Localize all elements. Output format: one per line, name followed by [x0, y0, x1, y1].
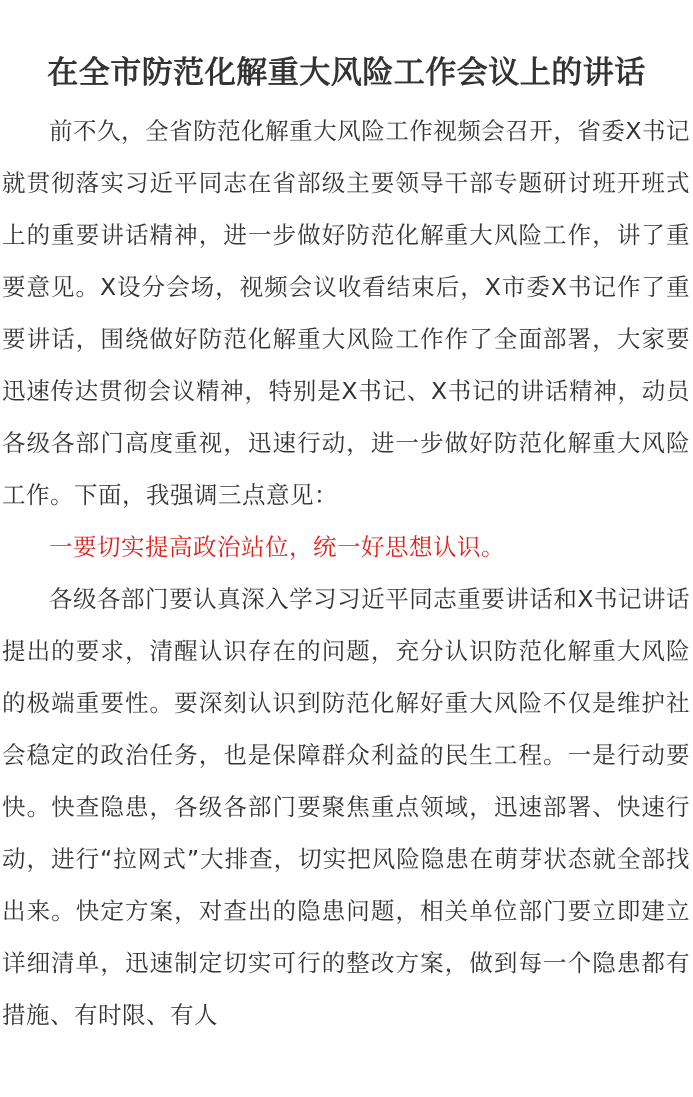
document-title: 在全市防范化解重大风险工作会议上的讲话	[47, 54, 646, 91]
section-1-paragraph: 各级各部门要认真深入学习习近平同志重要讲话和X书记讲话提出的要求，清醒认识存在的问题，充分认识防范化解重大风险的极端重要性。要深刻认识到防范化解好重大风险不仅是维护社会稳定的政治任务，也是保障群众利益的民生工程。一是行动要快。快查隐患，各级各部门要聚焦重点领域，迅速部署、快速行动，进行“拉网式”大排查，切实把风险隐患在萌芽状态就全部找出来。快定方案，对查出的隐患问题，相关单位部门要立即建立详细清单，迅速制定切实可行的整改方案，做到每一个隐患都有措施、有时限、有人	[2, 585, 690, 1029]
intro-paragraph: 前不久，全省防范化解重大风险工作视频会召开，省委X书记就贯彻落实习近平同志在省部级主要领导干部专题研讨班开班式上的重要讲话精神，进一步做好防范化解重大风险工作，讲了重要意见。X设分会场，视频会议收看结束后，X市委X书记作了重要讲话，围绕做好防范化解重大风险工作作了全面部署，大家要迅速传达贯彻会议精神，特别是X书记、X书记的讲话精神，动员各级各部门高度重视，迅速行动，进一步做好防范化解重大风险工作。下面，我强调三点意见：	[2, 117, 690, 509]
document-body	[2, 105, 690, 1041]
section-heading-1: 一要切实提高政治站位，统一好思想认识。	[49, 533, 505, 561]
